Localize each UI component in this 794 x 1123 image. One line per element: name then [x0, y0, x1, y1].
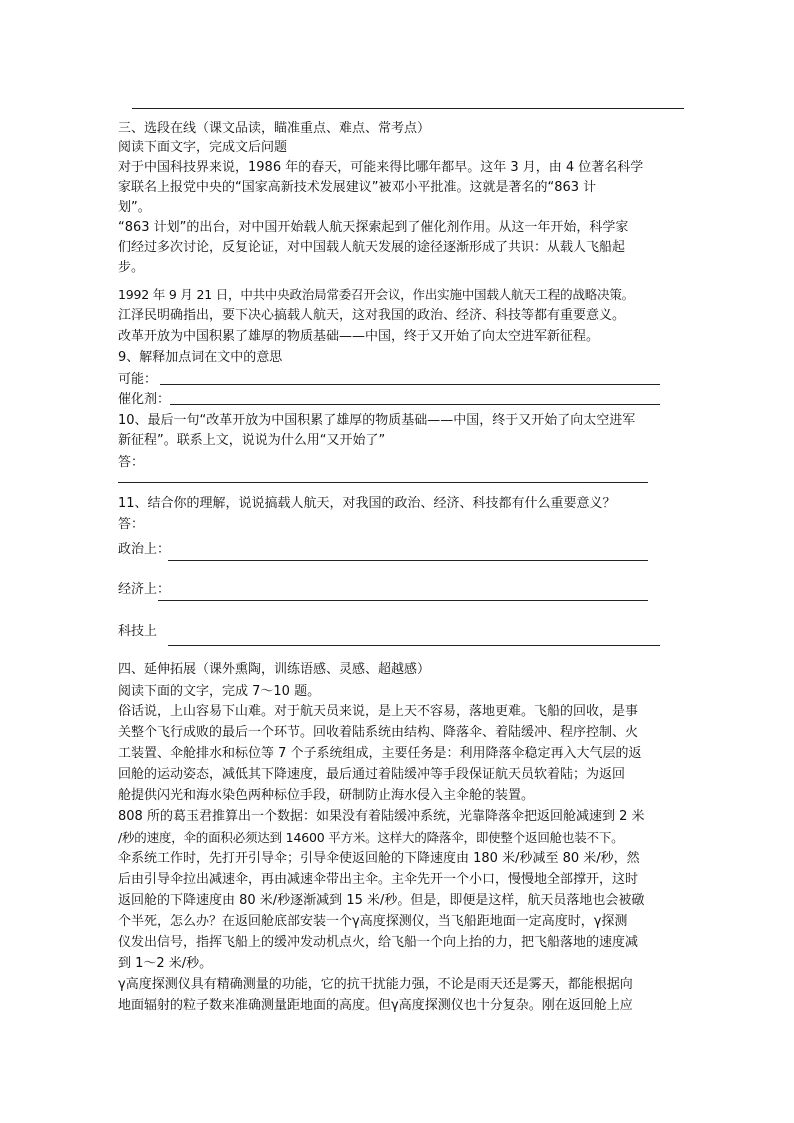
answer-line-economy[interactable]	[158, 600, 648, 601]
section3-paragraph-line: 们经过多次讨论，反复论证，对中国载人航天发展的途径逐渐形成了共识：从载人飞船起	[118, 240, 626, 255]
section3-paragraph-line: 1992 年 9 月 21 日，中共中央政治局常委召开会议，作出实施中国载人航天工程的战略决策。	[118, 287, 634, 302]
section4-paragraph-line: 仪发出信号，指挥飞船上的缓冲发动机点火，给飞船一个向上抬的力，把飞船落地的速度减	[118, 935, 639, 950]
section4-paragraph-line: 伞系统工作时，先打开引导伞；引导伞使返回舱的下降速度由 180 米/秒减至 80 米/秒，然	[118, 851, 640, 866]
section4-paragraph-line: 俗话说，上山容易下山难。对于航天员来说，是上天不容易，落地更难。飞船的回收，是事	[118, 704, 639, 719]
section4-paragraph-line: γ高度探测仪具有精确测量的功能，它的抗干扰能力强，不论是雨天还是雾天，都能根据向	[118, 977, 633, 992]
section3-heading: 三、选段在线（课文品读，瞄准重点、难点、常考点）	[118, 121, 431, 136]
section3-paragraph-line: 江泽民明确指出，要下决心搞载人航天，这对我国的政治、经济、科技等都有重要意义。	[118, 308, 626, 323]
section4-paragraph-line: 个半死，怎么办？在返回舱底部安装一个γ高度探测仪，当飞船距地面一定高度时，γ探测	[118, 914, 628, 929]
section4-paragraph-line: 地面辐射的粒子数来准确测量距地面的高度。但γ高度探测仪也十分复杂。刚在返回舱上应	[118, 998, 633, 1013]
answer-label-politics: 政治上：	[118, 542, 171, 557]
section4-paragraph-line: 舱提供闪光和海水染色两种标位手段，研制防止海水侵入主伞舱的装置。	[118, 788, 535, 803]
question-10-line1: 10、最后一句“改革开放为中国积累了雄厚的物质基础——中国，终于又开始了向太空进军	[118, 413, 636, 428]
answer-label-tech: 科技上	[118, 624, 158, 639]
answer-line-politics[interactable]	[168, 560, 648, 561]
answer-label-q11: 答：	[118, 517, 145, 532]
answer-label-cuihuaji: 催化剂：	[118, 392, 171, 407]
answer-label-q10: 答：	[118, 455, 145, 470]
section4-heading: 四、延伸拓展（课外熏陶，训练语感、灵感、超越感）	[118, 662, 431, 677]
section3-paragraph-line: “863 计划”的出台，对中国开始载人航天探索起到了催化剂作用。从这一年开始，科学家	[118, 220, 629, 235]
question-11: 11、结合你的理解，说说搞载人航天，对我国的政治、经济、科技都有什么重要意义？	[118, 496, 616, 511]
question-9: 9、解释加点词在文中的意思	[118, 350, 283, 365]
answer-label-economy: 经济上：	[118, 582, 171, 597]
section4-paragraph-line: /秒的速度，伞的面积必须达到 14600 平方米。这样大的降落伞，即使整个返回舱也装不下。	[118, 830, 624, 845]
section4-intro: 阅读下面的文字，完成 7～10 题。	[118, 684, 321, 699]
section4-paragraph-line: 后由引导伞拉出减速伞，再由减速伞带出主伞。主伞先开一个小口，慢慢地全部撑开，这时	[118, 872, 639, 887]
section4-paragraph-line: 808 所的葛玉君推算出一个数据：如果没有着陆缓冲系统，光靠降落伞把返回舱减速到 2 米	[118, 809, 645, 824]
section3-paragraph-line: 步。	[118, 260, 145, 275]
answer-line-q10[interactable]	[118, 482, 648, 483]
section4-paragraph-line: 工装置、伞舱排水和标位等 7 个子系统组成，主要任务是：利用降落伞稳定再入大气层的返	[118, 746, 642, 761]
section4-paragraph-line: 关整个飞行成败的最后一个环节。回收着陆系统由结构、降落伞、着陆缓冲、程序控制、火	[118, 725, 639, 740]
section3-intro: 阅读下面文字，完成文后问题	[118, 140, 288, 155]
section4-paragraph-line: 到 1～2 米/秒。	[118, 956, 213, 971]
answer-line-cuihuaji[interactable]	[170, 404, 660, 405]
section4-paragraph-line: 返回舱的下降速度由 80 米/秒逐渐减到 15 米/秒。但是，即便是这样，航天员落地也会被礅	[118, 893, 645, 908]
answer-line-keneng[interactable]	[160, 384, 660, 385]
top-rule	[132, 108, 684, 109]
answer-label-keneng: 可能：	[118, 372, 158, 387]
section3-paragraph-line: 改革开放为中国积累了雄厚的物质基础——中国，终于又开始了向太空进军新征程。	[118, 329, 600, 344]
section4-paragraph-line: 回舱的运动姿态，减低其下降速度，最后通过着陆缓冲等手段保证航天员软着陆；为返回	[118, 767, 626, 782]
answer-line-tech[interactable]	[168, 645, 660, 646]
question-10-line2: 新征程”。联系上文，说说为什么用“又开始了”	[118, 433, 386, 448]
section3-paragraph-line: 对于中国科技界来说，1986 年的春天，可能来得比哪年都早。这年 3 月，由 4 位著名科学	[118, 160, 644, 175]
section3-paragraph-line: 划”。	[118, 200, 151, 215]
section3-paragraph-line: 家联名上报党中央的“国家高新技术发展建议”被邓小平批准。这就是著名的“863 计	[118, 180, 597, 195]
